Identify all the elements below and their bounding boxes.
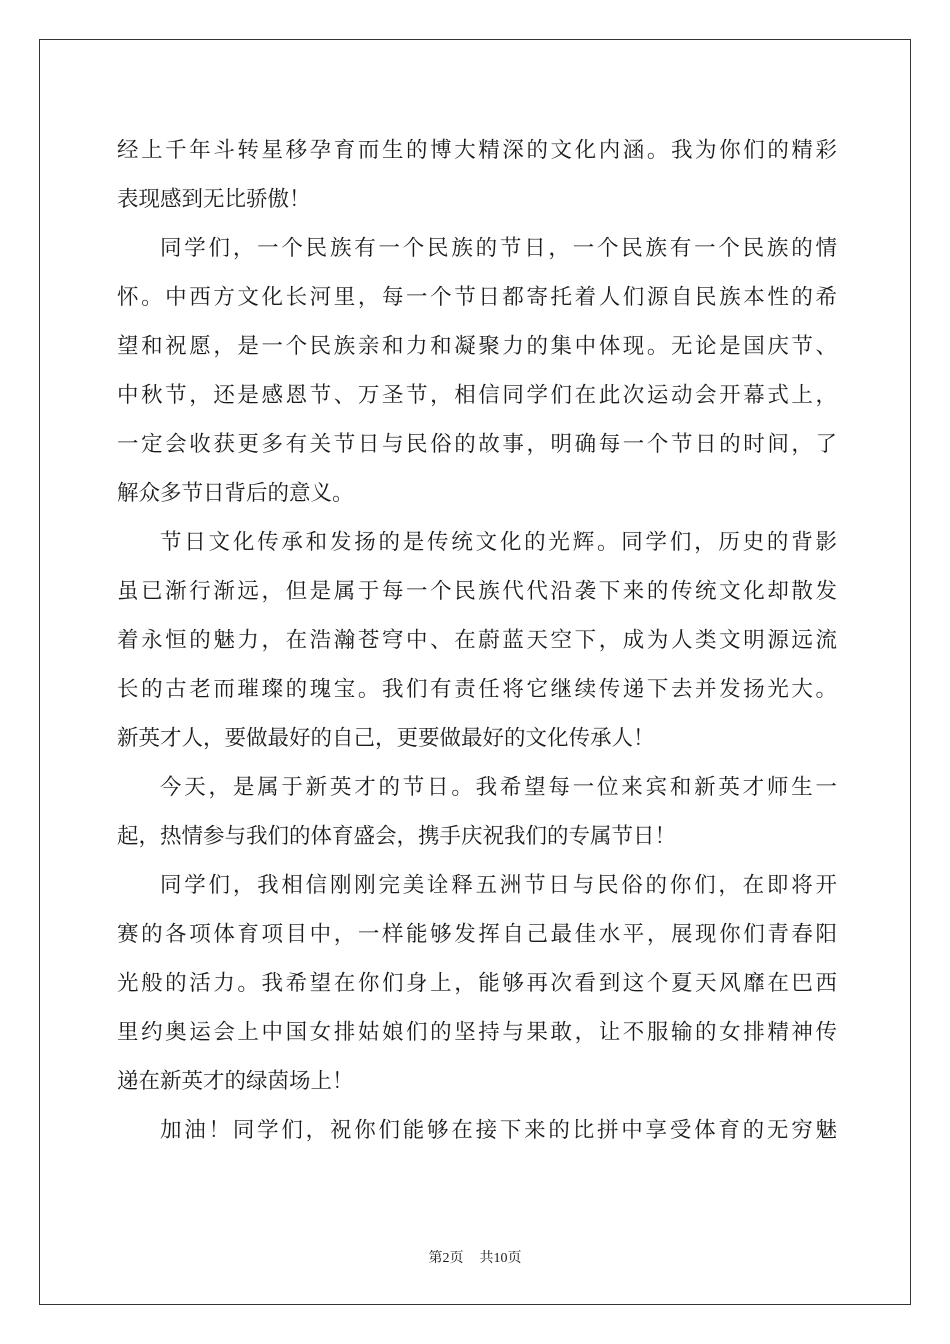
text-line: 着永恒的魅力，在浩瀚苍穹中、在蔚蓝天空下，成为人类文明源远流 xyxy=(117,628,837,653)
text-line: 怀。中西方文化长河里，每一个节日都寄托着人们源自民族本性的希 xyxy=(117,285,837,310)
text-line: 光般的活力。我希望在你们身上，能够再次看到这个夏天风靡在巴西 xyxy=(117,971,837,996)
text-line: 经上千年斗转星移孕育而生的博大精深的文化内涵。我为你们的精彩 xyxy=(117,138,837,163)
page-total: 共10页 xyxy=(479,1251,522,1266)
text-line: 表现感到无比骄傲！ xyxy=(117,187,311,212)
text-line: 赛的各项体育项目中，一样能够发挥自己最佳水平，展现你们青春阳 xyxy=(117,922,837,947)
text-line: 虽已渐行渐远，但是属于每一个民族代代沿袭下来的传统文化却散发 xyxy=(117,579,837,604)
text-line: 里约奥运会上中国女排姑娘们的坚持与果敢，让不服输的女排精神传 xyxy=(117,1020,837,1045)
text-line: 长的古老而璀璨的瑰宝。我们有责任将它继续传递下去并发扬光大。 xyxy=(117,677,837,702)
text-line: 新英才人，要做最好的自己，更要做最好的文化传承人！ xyxy=(117,726,655,751)
text-line: 一定会收获更多有关节日与民俗的故事，明确每一个节日的时间，了 xyxy=(117,432,837,457)
text-line: 同学们，我相信刚刚完美诠释五洲节日与民俗的你们，在即将开 xyxy=(160,873,837,898)
document-body xyxy=(117,126,837,1155)
text-line: 今天，是属于新英才的节日。我希望每一位来宾和新英才师生一 xyxy=(160,775,837,800)
text-line: 中秋节，还是感恩节、万圣节，相信同学们在此次运动会开幕式上， xyxy=(117,383,837,408)
page-number: 第2页 xyxy=(428,1251,464,1266)
text-line: 同学们，一个民族有一个民族的节日，一个民族有一个民族的情 xyxy=(160,236,837,261)
text-line: 望和祝愿，是一个民族亲和力和凝聚力的集中体现。无论是国庆节、 xyxy=(117,334,837,359)
text-line: 加油！同学们，祝你们能够在接下来的比拼中享受体育的无穷魅 xyxy=(160,1118,837,1143)
page-footer xyxy=(0,1247,950,1267)
text-line: 解众多节日背后的意义。 xyxy=(117,481,354,506)
text-line: 节日文化传承和发扬的是传统文化的光辉。同学们，历史的背影 xyxy=(160,530,837,555)
text-line: 起，热情参与我们的体育盛会，携手庆祝我们的专属节日！ xyxy=(117,824,677,849)
text-line: 递在新英才的绿茵场上！ xyxy=(117,1069,354,1094)
